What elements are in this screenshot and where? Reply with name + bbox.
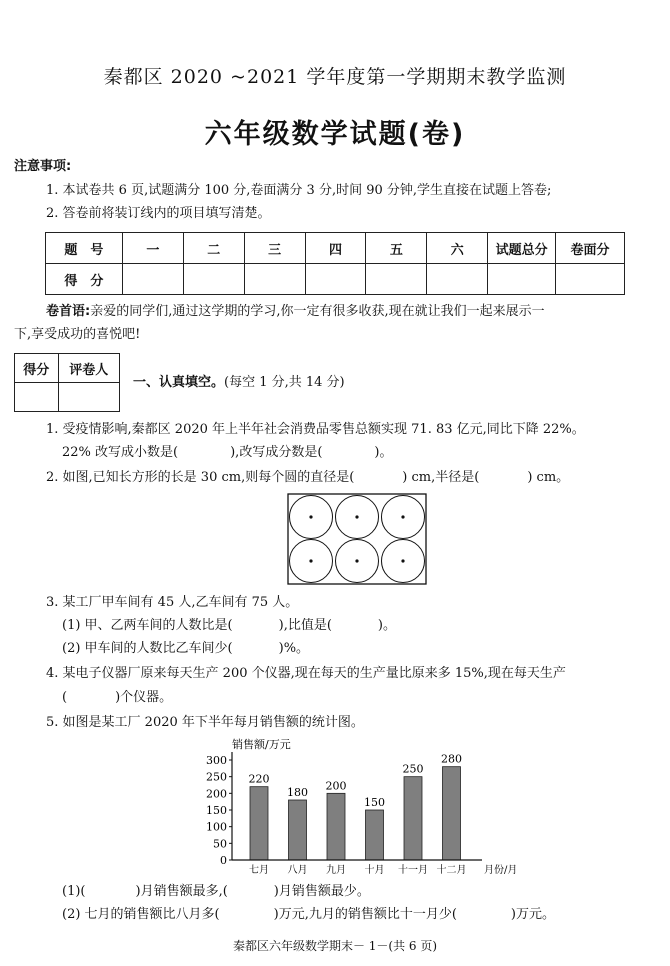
circle-center	[309, 515, 312, 518]
bar-value-label: 150	[364, 796, 385, 809]
score-table	[45, 232, 625, 295]
bar-value-label: 200	[325, 779, 347, 793]
q3-1-text-b: ),比值是(	[278, 618, 332, 633]
q4-text-a: (	[62, 690, 68, 705]
question-3-part-2	[62, 640, 309, 658]
grader-name-cell[interactable]	[58, 383, 119, 412]
question-3-part-1	[62, 617, 396, 635]
x-tick-label: 七月	[249, 865, 269, 876]
bar	[443, 767, 461, 860]
question-3: 3. 某工厂甲车间有 45 人,乙车间有 75 人。	[46, 595, 299, 610]
q5-2-text-a: (2) 七月的销售额比八月多(	[62, 907, 220, 922]
question-5-part-2	[62, 906, 555, 924]
x-tick-label: 十二月	[436, 865, 467, 876]
grader-score-cell[interactable]	[15, 383, 59, 412]
y-tick-label: 0	[220, 854, 227, 867]
y-tick-label: 100	[206, 820, 227, 834]
circle-center	[355, 515, 358, 518]
score-cell[interactable]	[556, 264, 625, 295]
notes-item-2: 2. 答卷前将装订线内的项目填写清楚。	[46, 206, 271, 221]
q3-1-text-c: )。	[377, 618, 396, 633]
bar	[404, 777, 422, 860]
score-cell[interactable]	[305, 264, 366, 295]
preface-label: 卷首语:	[46, 304, 91, 319]
q5-2-text-b: )万元,九月的销售额比十一月少(	[273, 907, 457, 922]
x-axis-label: 月份/月	[484, 865, 518, 876]
circle-center	[401, 559, 404, 562]
section-1-note: (每空 1 分,共 14 分)	[224, 375, 345, 390]
q3-1-text-a: (1) 甲、乙两车间的人数比是(	[62, 618, 233, 633]
sales-bar-chart	[196, 736, 526, 878]
circle-center	[401, 515, 404, 518]
q1-text-c: )。	[374, 445, 393, 460]
circle-center	[309, 559, 312, 562]
q5-2-text-c: )万元。	[510, 907, 555, 922]
preface-line-1	[46, 303, 545, 321]
y-tick-label: 250	[206, 770, 227, 784]
x-tick-label: 九月	[326, 865, 346, 876]
score-header-cell: 题 号	[46, 233, 123, 264]
q4-text-b: )个仪器。	[115, 690, 173, 705]
y-tick-label: 50	[213, 837, 227, 851]
bar-value-label: 280	[441, 752, 462, 766]
preface-text-1: 亲爱的同学们,通过这学期的学习,你一定有很多收获,现在就让我们一起来展示一	[90, 304, 545, 319]
section-1-title: 一、认真填空。	[133, 375, 225, 390]
question-1-line-2	[62, 444, 392, 462]
y-tick-label: 200	[206, 787, 227, 801]
score-header-cell: 二	[183, 233, 244, 264]
q3-2-text-b: )%。	[278, 641, 310, 656]
q5-1-text-c: )月销售额最少。	[273, 884, 370, 899]
score-table-header-row	[46, 233, 625, 264]
question-1-line-1: 1. 受疫情影响,秦都区 2020 年上半年社会消费品零售总额实现 71. 83 亿元,同比下降 22%。	[46, 422, 585, 437]
bar	[289, 800, 307, 860]
x-tick-label: 十一月	[398, 865, 428, 876]
x-tick-label: 十月	[364, 865, 385, 876]
q5-1-text-a: (1)(	[62, 884, 86, 899]
bar	[250, 787, 268, 860]
grader-box	[14, 353, 120, 412]
bar-value-label: 180	[287, 786, 308, 799]
q2-text-b: ) cm,半径是(	[402, 470, 480, 485]
y-tick-label: 300	[206, 754, 227, 767]
exam-title: 六年级数学试题(卷)	[204, 119, 466, 150]
bar-value-label: 250	[402, 762, 424, 776]
grader-name-label: 评卷人	[58, 354, 119, 383]
score-header-cell: 卷面分	[556, 233, 625, 264]
question-4-line-2	[62, 689, 172, 707]
q2-text-a: 2. 如图,已知长方形的长是 30 cm,则每个圆的直径是(	[46, 470, 355, 485]
score-cell[interactable]	[366, 264, 427, 295]
x-tick-label: 八月	[287, 865, 308, 876]
grader-score-label: 得分	[15, 354, 59, 383]
question-2	[46, 469, 569, 487]
circles-rectangle-figure	[287, 493, 427, 585]
score-cell[interactable]	[488, 264, 556, 295]
q5-1-text-b: )月销售额最多,(	[135, 884, 228, 899]
q1-text-a: 22% 改写成小数是(	[62, 445, 179, 460]
score-row-label: 得 分	[46, 264, 123, 295]
score-header-cell: 试题总分	[488, 233, 556, 264]
score-header-cell: 五	[366, 233, 427, 264]
notes-item-1: 1. 本试卷共 6 页,试题满分 100 分,卷面满分 3 分,时间 90 分钟,学生直接在试题上答卷;	[46, 183, 552, 198]
q1-text-b: ),改写成分数是(	[230, 445, 323, 460]
score-cell[interactable]	[122, 264, 183, 295]
y-tick-label: 150	[206, 804, 227, 817]
bar-value-label: 220	[248, 772, 270, 786]
score-header-cell: 六	[427, 233, 488, 264]
q3-2-text-a: (2) 甲车间的人数比乙车间少(	[62, 641, 233, 656]
question-4-line-1: 4. 某电子仪器厂原来每天生产 200 个仪器,现在每天的生产量比原来多 15%,现在每天生产	[46, 666, 566, 681]
circle-center	[355, 559, 358, 562]
score-cell[interactable]	[183, 264, 244, 295]
q2-text-c: ) cm。	[527, 470, 570, 485]
bar	[366, 810, 384, 860]
score-header-cell: 一	[122, 233, 183, 264]
notes-heading: 注意事项:	[14, 159, 72, 174]
circle-grid	[290, 496, 425, 583]
preface-line-2: 下,享受成功的喜悦吧!	[14, 327, 141, 342]
score-cell[interactable]	[244, 264, 305, 295]
score-table-score-row	[46, 264, 625, 295]
score-header-cell: 三	[244, 233, 305, 264]
score-header-cell: 四	[305, 233, 366, 264]
y-axis-label: 销售额/万元	[232, 738, 291, 751]
bar	[327, 793, 345, 860]
question-5: 5. 如图是某工厂 2020 年下半年每月销售额的统计图。	[46, 715, 364, 730]
exam-subtitle: 秦都区 2020 ~2021 学年度第一学期期末教学监测	[103, 66, 567, 88]
question-5-part-1	[62, 883, 370, 901]
page-footer: 秦都区六年级数学期末－ 1－(共 6 页)	[232, 939, 438, 953]
section-1-heading	[133, 374, 345, 392]
score-cell[interactable]	[427, 264, 488, 295]
